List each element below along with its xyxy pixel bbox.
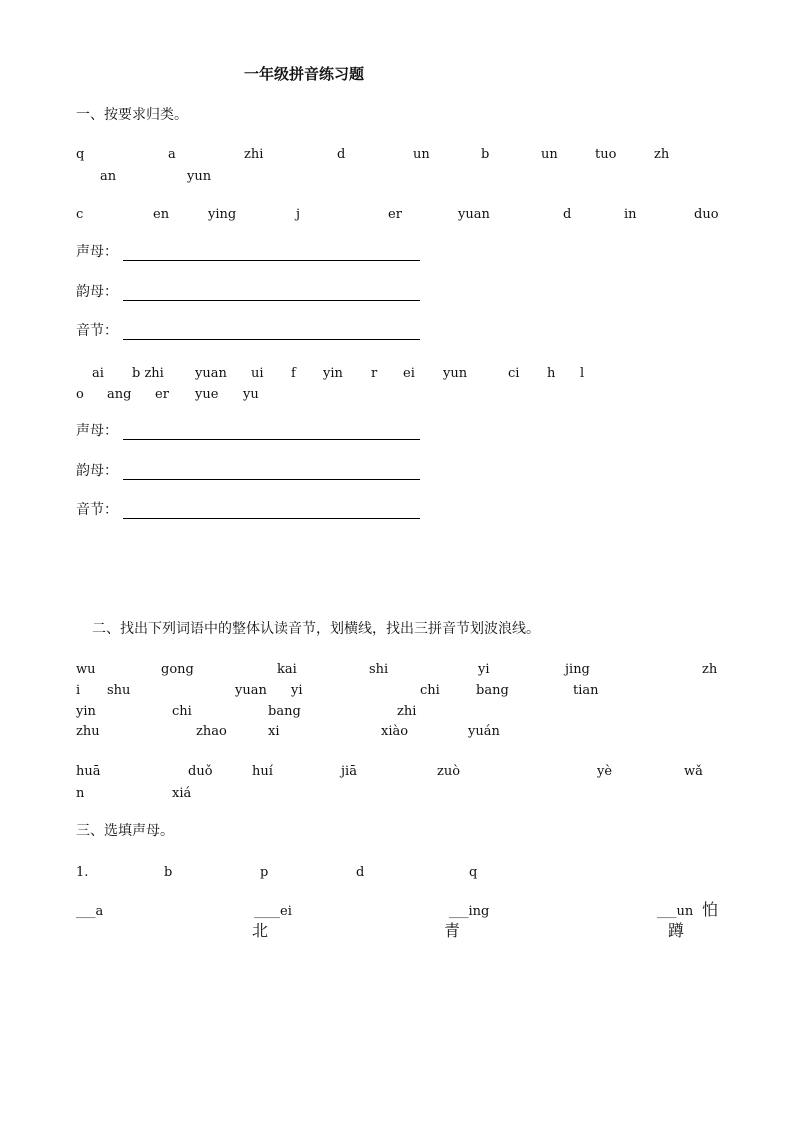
yinjie-label: 音节： — [76, 502, 118, 518]
hanzi-char: 蹲 — [668, 921, 685, 940]
pinyin-item: tuo — [595, 147, 617, 162]
pinyin-item: yi — [291, 683, 303, 698]
pinyin-item: d — [337, 147, 346, 162]
pinyin-item: ang — [107, 387, 132, 402]
pinyin-item: zhi — [244, 147, 264, 162]
pinyin-item: yè — [597, 764, 613, 779]
pinyin-item: ying — [208, 207, 237, 222]
pinyin-item: chi — [172, 704, 192, 719]
pinyin-item: yin — [76, 704, 96, 719]
section3-heading: 三、选填声母。 — [76, 823, 174, 839]
pinyin-item: xi — [268, 724, 280, 739]
hanzi-char: 青 — [444, 921, 461, 940]
yunmu-label: 韵母： — [76, 284, 118, 300]
shengmu-answer-line[interactable] — [123, 439, 420, 440]
pinyin-item: er — [388, 207, 402, 222]
pinyin-item: o — [76, 387, 84, 402]
pinyin-item: xiào — [381, 724, 409, 739]
pinyin-item: kai — [277, 662, 297, 677]
hanzi-char: 北 — [252, 921, 269, 940]
pinyin-item: yun — [443, 366, 468, 381]
pinyin-item: yin — [323, 366, 343, 381]
yinjie-answer-line[interactable] — [123, 339, 420, 340]
pinyin-item: c — [76, 207, 84, 222]
pinyin-item: chi — [420, 683, 440, 698]
pinyin-item: yi — [478, 662, 490, 677]
pinyin-item: un — [413, 147, 430, 162]
pinyin-item: l — [580, 366, 585, 381]
yunmu-label: 韵母： — [76, 463, 118, 479]
pinyin-item: huí — [252, 764, 273, 779]
shengmu-answer-line[interactable] — [123, 260, 420, 261]
yinjie-answer-line[interactable] — [123, 518, 420, 519]
yunmu-answer-line[interactable] — [123, 479, 420, 480]
pinyin-item: zh — [702, 662, 718, 677]
pinyin-item: b zhi — [132, 366, 164, 381]
pinyin-item: h — [547, 366, 556, 381]
fill-blank[interactable]: ___ing — [449, 904, 490, 919]
pinyin-item: q — [76, 147, 85, 162]
pinyin-item: zhao — [196, 724, 227, 739]
yinjie-label: 音节： — [76, 323, 118, 339]
pinyin-item: ei — [403, 366, 415, 381]
pinyin-item: wu — [76, 662, 96, 677]
item-number: 1. — [76, 865, 89, 880]
yunmu-answer-line[interactable] — [123, 300, 420, 301]
hanzi-char: 怕 — [702, 900, 719, 919]
pinyin-item: i — [76, 683, 81, 698]
pinyin-item: b — [481, 147, 490, 162]
fill-blank[interactable]: ___a — [76, 904, 104, 919]
pinyin-item: huā — [76, 764, 101, 779]
pinyin-item: un — [541, 147, 558, 162]
pinyin-item: yuan — [235, 683, 267, 698]
pinyin-item: ci — [508, 366, 520, 381]
pinyin-item: bang — [268, 704, 301, 719]
section1-heading: 一、按要求归类。 — [76, 107, 188, 123]
pinyin-item: a — [168, 147, 176, 162]
page-title: 一年级拼音练习题 — [244, 65, 365, 83]
shengmu-label: 声母： — [76, 423, 118, 439]
pinyin-item: yue — [195, 387, 219, 402]
shengmu-label: 声母： — [76, 244, 118, 260]
pinyin-item: yu — [243, 387, 259, 402]
pinyin-item: ai — [92, 366, 104, 381]
pinyin-item: in — [624, 207, 637, 222]
option-letter: b — [164, 865, 173, 880]
pinyin-item: yun — [187, 169, 212, 184]
pinyin-item: bang — [476, 683, 509, 698]
pinyin-item: duǒ — [188, 764, 213, 779]
pinyin-item: tian — [573, 683, 599, 698]
pinyin-item: zhi — [397, 704, 417, 719]
pinyin-item: ui — [251, 366, 264, 381]
pinyin-item: jing — [565, 662, 590, 677]
pinyin-item: zh — [654, 147, 670, 162]
pinyin-item: zhu — [76, 724, 100, 739]
pinyin-item: shu — [107, 683, 131, 698]
pinyin-item: en — [153, 207, 170, 222]
pinyin-item: er — [155, 387, 169, 402]
pinyin-item: duo — [694, 207, 719, 222]
fill-blank[interactable]: ___un — [657, 904, 694, 919]
pinyin-item: zuò — [437, 764, 461, 779]
option-letter: q — [469, 865, 478, 880]
pinyin-item: d — [563, 207, 572, 222]
pinyin-item: j — [296, 207, 301, 222]
pinyin-item: wǎ — [684, 764, 703, 779]
fill-blank[interactable]: ____ei — [254, 904, 292, 919]
pinyin-item: yuán — [468, 724, 500, 739]
option-letter: p — [260, 865, 269, 880]
pinyin-item: f — [291, 366, 296, 381]
pinyin-item: yuan — [195, 366, 227, 381]
section2-heading: 二、找出下列词语中的整体认读音节，划横线，找出三拼音节划波浪线。 — [92, 621, 540, 637]
option-letter: d — [356, 865, 365, 880]
pinyin-item: yuan — [458, 207, 490, 222]
pinyin-item: shi — [369, 662, 389, 677]
pinyin-item: gong — [161, 662, 194, 677]
pinyin-item: r — [371, 366, 378, 381]
pinyin-item: jiā — [341, 764, 357, 779]
pinyin-item: n — [76, 786, 85, 801]
pinyin-item: xiá — [172, 786, 192, 801]
pinyin-item: an — [100, 169, 117, 184]
